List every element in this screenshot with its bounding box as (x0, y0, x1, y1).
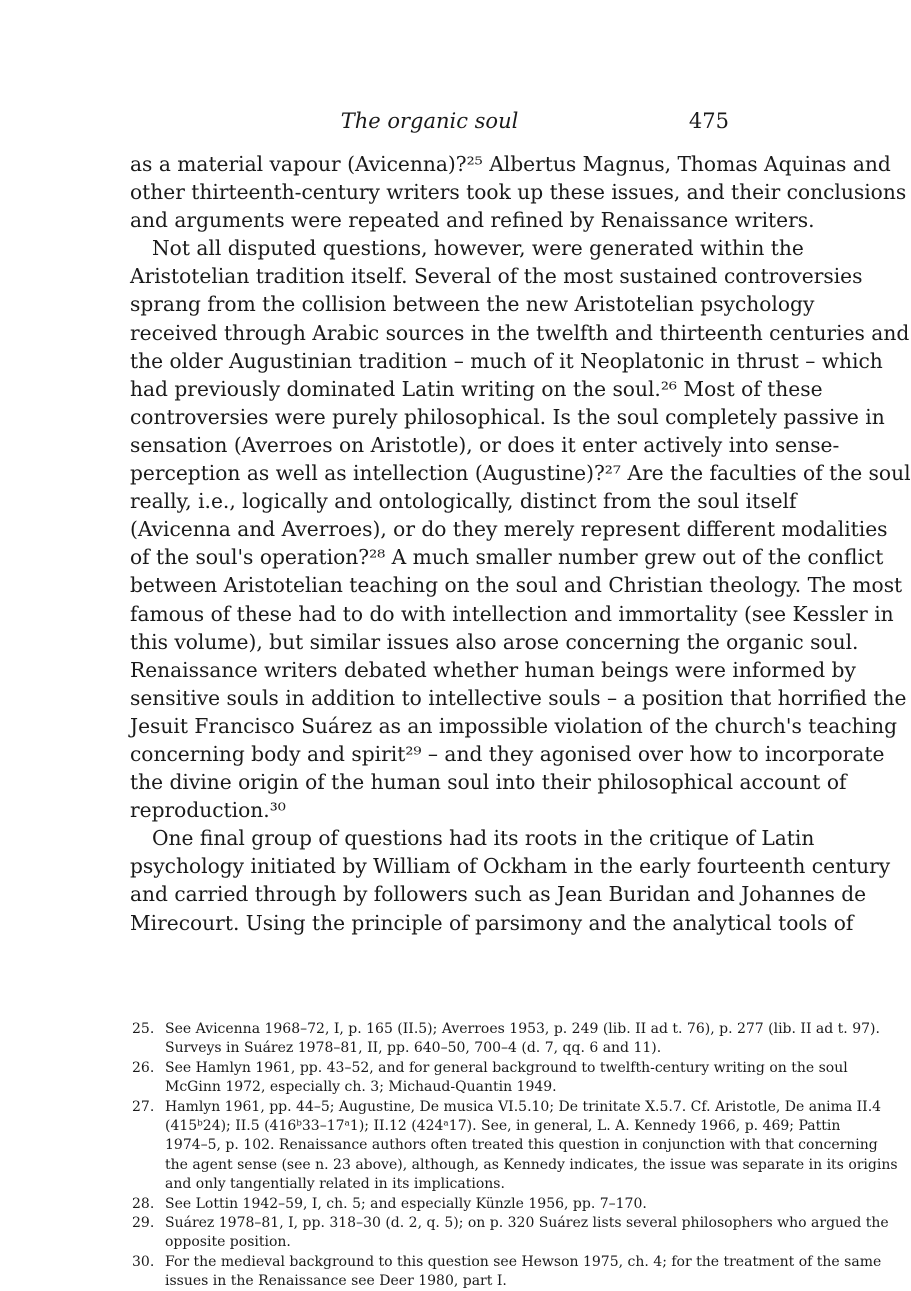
running-head (130, 106, 729, 136)
footnote-number: 30. (132, 1253, 155, 1270)
footnote-line: issues in the Renaissance see Deer 1980, part I. (165, 1273, 507, 1290)
footnote-line: Suárez 1978–81, I, pp. 318–30 (d. 2, q. 5); on p. 320 Suárez lists several philosophers who argued the (165, 1214, 889, 1231)
body-line: Jesuit Francisco Suárez as an impossible violation of the church's teaching (130, 713, 898, 738)
body-line: sensitive souls in addition to intellective souls – a position that horrified the (130, 685, 907, 710)
body-line: Renaissance writers debated whether human beings were informed by (130, 657, 856, 682)
footnote-number: 29. (132, 1214, 155, 1231)
body-line: really, i.e., logically and ontologically, distinct from the soul itself (130, 489, 797, 514)
body-line: of the soul's operation?²⁸ A much smaller number grew out of the conflict (130, 545, 884, 570)
footnote-number: 28. (132, 1195, 155, 1212)
body-line: concerning body and spirit²⁹ – and they agonised over how to incorporate (130, 741, 885, 766)
footnote-line: and only tangentially related in its implications. (165, 1176, 505, 1193)
footnote-line: McGinn 1972, especially ch. 3; Michaud-Quantin 1949. (165, 1079, 557, 1096)
footnote-line: For the medieval background to this question see Hewson 1975, ch. 4; for the treatment of the same (165, 1253, 882, 1270)
footnote-line: See Hamlyn 1961, pp. 43–52, and for general background to twelfth-century writing on the soul (165, 1059, 848, 1076)
body-line: between Aristotelian teaching on the soul and Christian theology. The most (130, 573, 903, 598)
body-text (130, 150, 911, 937)
body-line: reproduction.³⁰ (130, 798, 286, 823)
footnote-number: 26. (132, 1059, 155, 1076)
body-line: (Avicenna and Averroes), or do they merely represent different modalities (130, 517, 888, 542)
body-line: Not all disputed questions, however, were generated within the (152, 236, 804, 261)
footnote (130, 1195, 755, 1214)
body-line: and arguments were repeated and refined by Renaissance writers. (130, 208, 815, 233)
footnote-line: See Avicenna 1968–72, I, p. 165 (II.5); Averroes 1953, p. 249 (lib. II ad t. 76), p. 277 (lib. II ad t. 97). (165, 1021, 880, 1037)
footnote-line: (415ᵇ24); II.5 (416ᵇ33–17ᵃ1); II.12 (424ᵃ17). See, in general, L. A. Kennedy 1966, p. 469; Pattin (165, 1117, 841, 1134)
body-line: perception as well as intellection (Augustine)?²⁷ Are the faculties of the soul (130, 461, 911, 486)
footnote-line: the agent sense (see n. 23 above), although, as Kennedy indicates, the issue was separate in its origins (165, 1156, 898, 1173)
body-line: Aristotelian tradition itself. Several of the most sustained controversies (130, 264, 863, 289)
body-line: sensation (Averroes on Aristotle), or does it enter actively into sense- (130, 432, 840, 457)
body-line: the divine origin of the human soul into their philosophical account of (130, 770, 847, 795)
body-line: received through Arabic sources in the twelfth and thirteenth centuries and (130, 320, 910, 345)
body-line: and carried through by followers such as Jean Buridan and Johannes de (130, 882, 867, 907)
footnote-line: See Lottin 1942–59, I, ch. 5; and especially Künzle 1956, pp. 7–170. (165, 1195, 647, 1212)
body-line: Mirecourt. Using the principle of parsimony and the analytical tools of (130, 910, 854, 935)
running-title: The organic soul (340, 109, 519, 133)
body-line: psychology initiated by William of Ockham in the early fourteenth century (130, 854, 891, 879)
footnote-line: opposite position. (165, 1234, 291, 1251)
body-line: sprang from the collision between the new Aristotelian psychology (130, 292, 815, 317)
body-line: as a material vapour (Avicenna)?²⁵ Albertus Magnus, Thomas Aquinas and (130, 152, 891, 176)
footnote-line: Surveys in Suárez 1978–81, II, pp. 640–50, 700–4 (d. 7, qq. 6 and 11). (165, 1040, 662, 1057)
footnote-line: Hamlyn 1961, pp. 44–5; Augustine, De musica VI.5.10; De trinitate X.5.7. Cf. Aristotle, De anima II.4 (165, 1098, 882, 1115)
footnote (130, 1253, 882, 1291)
footnote (130, 1214, 889, 1253)
body-line: famous of these had to do with intellection and immortality (see Kessler in (130, 601, 894, 626)
footnote (130, 1098, 898, 1195)
footnotes (130, 1020, 898, 1291)
body-line: had previously dominated Latin writing on the soul.²⁶ Most of these (130, 376, 823, 401)
footnote (130, 1059, 848, 1098)
footnote-number: 27. (132, 1098, 155, 1115)
page-number: 475 (688, 109, 729, 133)
body-line: this volume), but similar issues also arose concerning the organic soul. (130, 629, 859, 654)
footnote-number: 25. (132, 1021, 155, 1037)
body-line: the older Augustinian tradition – much of it Neoplatonic in thrust – which (130, 348, 883, 373)
body-line: controversies were purely philosophical. Is the soul completely passive in (130, 404, 885, 429)
body-line: other thirteenth-century writers took up these issues, and their conclusions (130, 180, 907, 205)
footnote (130, 1020, 880, 1059)
body-line: One final group of questions had its roots in the critique of Latin (152, 826, 815, 851)
footnote-line: 1974–5, p. 102. Renaissance authors often treated this question in conjunction with that concerning (165, 1137, 878, 1154)
